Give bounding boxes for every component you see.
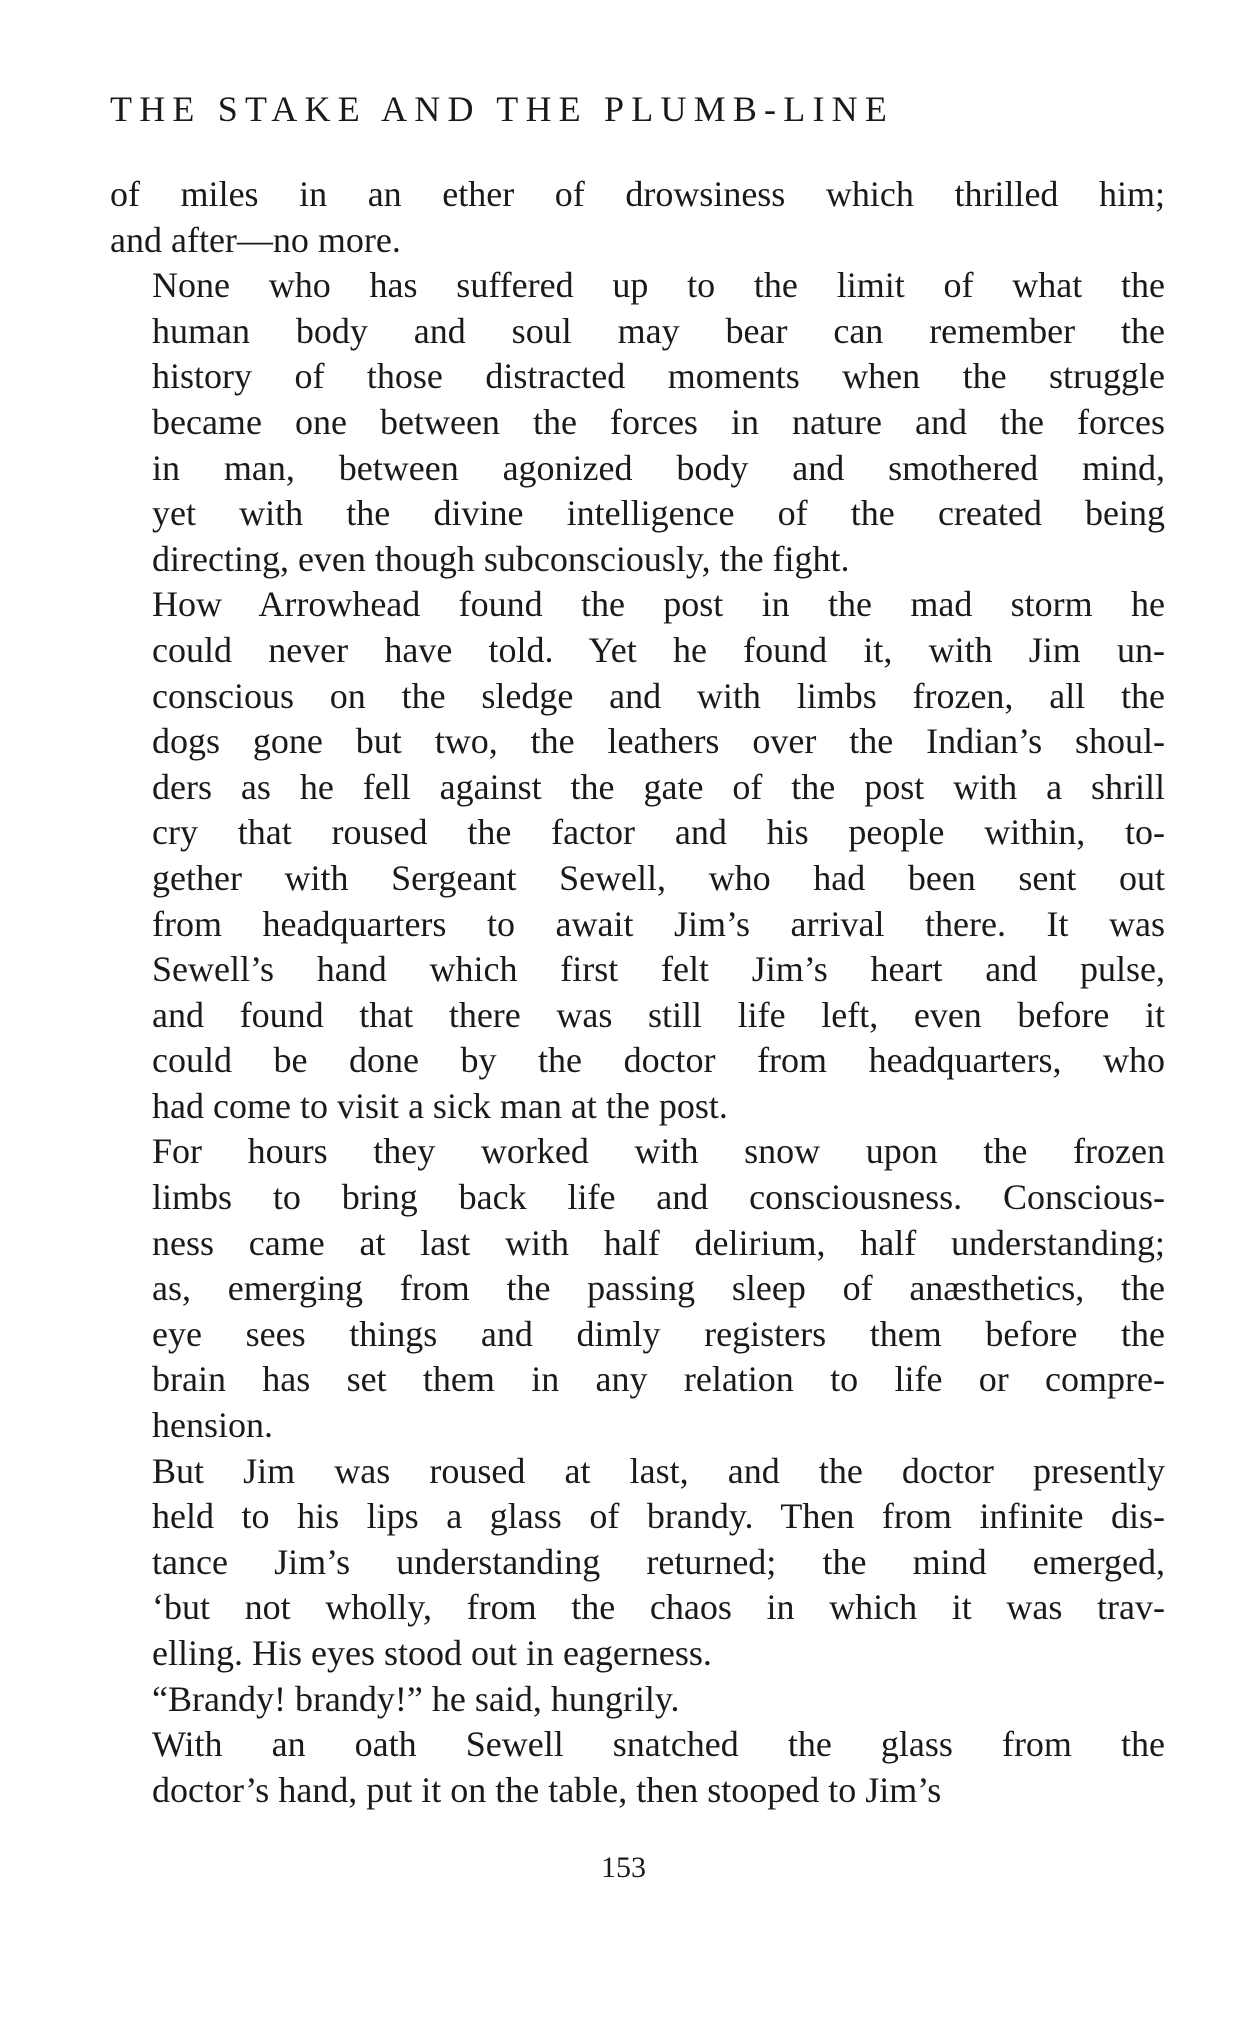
text-line: held to his lips a glass of brandy. Then from infinite dis-	[152, 1496, 1165, 1537]
text-line: tance Jim’s understanding returned; the mind emerged,	[152, 1541, 1165, 1582]
paragraph	[110, 582, 1165, 1129]
text-line: ‘but not wholly, from the chaos in which it was trav-	[152, 1587, 1165, 1628]
text-line: ness came at last with half delirium, half understanding;	[152, 1222, 1165, 1263]
text-line: directing, even though subconsciously, the fight.	[152, 538, 850, 579]
text-line: history of those distracted moments when the struggle	[152, 356, 1165, 397]
text-line: “Brandy! brandy!” he said, hungrily.	[152, 1678, 680, 1719]
text-line: For hours they worked with snow upon the frozen	[152, 1131, 1165, 1172]
text-line: doctor’s hand, put it on the table, then stooped to Jim’s	[152, 1769, 942, 1810]
text-line: ders as he fell against the gate of the post with a shrill	[152, 766, 1165, 807]
text-line: could never have told. Yet he found it, with Jim un-	[152, 629, 1165, 670]
text-line: and after—no more.	[110, 219, 401, 260]
text-line: hension.	[152, 1405, 273, 1446]
paragraph	[110, 1677, 1165, 1723]
text-line: from headquarters to await Jim’s arrival there. It was	[152, 903, 1165, 944]
text-line: limbs to bring back life and consciousness. Conscious-	[152, 1177, 1165, 1218]
text-line: became one between the forces in nature and the forces	[152, 401, 1165, 442]
text-line: in man, between agonized body and smothered mind,	[152, 447, 1165, 488]
text-line: gether with Sergeant Sewell, who had been sent out	[152, 857, 1165, 898]
text-line: human body and soul may bear can remember the	[152, 310, 1165, 351]
paragraph	[110, 1722, 1165, 1813]
text-line: cry that roused the factor and his people within, to-	[152, 812, 1165, 853]
text-line: How Arrowhead found the post in the mad storm he	[152, 584, 1165, 625]
text-line: could be done by the doctor from headquarters, who	[152, 1040, 1165, 1081]
text-line: With an oath Sewell snatched the glass from the	[152, 1724, 1165, 1765]
page-number: 153	[601, 1851, 646, 1884]
text-line: of miles in an ether of drowsiness which thrilled him;	[110, 174, 1165, 214]
running-head: THE STAKE AND THE PLUMB-LINE	[110, 89, 895, 129]
text-line: eye sees things and dimly registers them before the	[152, 1313, 1165, 1354]
body-text	[110, 172, 1165, 1813]
text-line: as, emerging from the passing sleep of anæsthetics, the	[152, 1268, 1165, 1309]
paragraph	[110, 172, 1165, 263]
text-line: elling. His eyes stood out in eagerness.	[152, 1633, 712, 1673]
text-line: None who has suffered up to the limit of what the	[152, 265, 1165, 306]
text-line: yet with the divine intelligence of the created being	[152, 493, 1165, 534]
text-line: dogs gone but two, the leathers over the Indian’s shoul-	[152, 721, 1165, 762]
paragraph	[110, 263, 1165, 582]
text-line: conscious on the sledge and with limbs frozen, all the	[152, 675, 1165, 716]
text-line: Sewell’s hand which first felt Jim’s heart and pulse,	[152, 949, 1165, 990]
text-line: had come to visit a sick man at the post.	[152, 1085, 728, 1126]
text-line: and found that there was still life left, even before it	[152, 994, 1165, 1035]
text-line: But Jim was roused at last, and the doctor presently	[152, 1450, 1165, 1491]
text-line: brain has set them in any relation to life or compre-	[152, 1359, 1165, 1400]
paragraph	[110, 1129, 1165, 1448]
paragraph	[110, 1449, 1165, 1677]
